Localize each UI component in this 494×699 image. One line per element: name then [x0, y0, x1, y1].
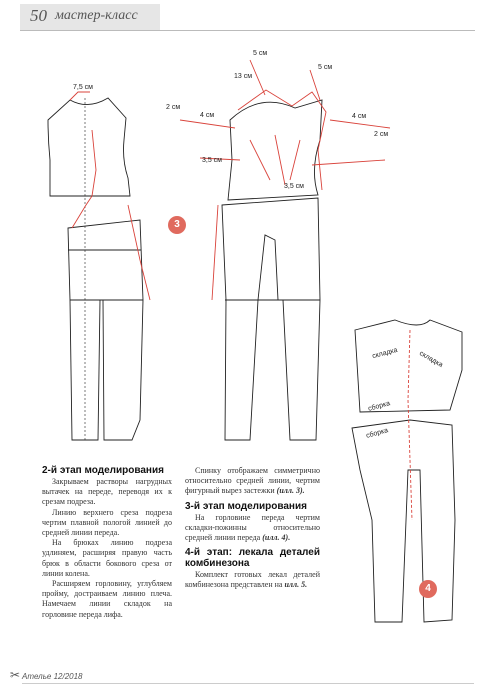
page-number: 50 [30, 6, 47, 25]
footer-rule [22, 683, 474, 684]
paragraph: Расширяем горловину, углубляем пройму, достраиваем линию плеча. Намечаем линии складок на горловине переда лифа. [42, 579, 172, 619]
fig2-red-bodice [238, 90, 326, 190]
heading-stage-4: 4-й этап: лекала деталей комбинезона [185, 547, 320, 570]
text-column-2 [185, 466, 320, 591]
paragraph [185, 513, 320, 544]
measurement-label: 4 см [200, 112, 215, 119]
fold-label: складка [417, 350, 444, 369]
fig1-bodice [48, 98, 130, 196]
illustration-badge: 3 [168, 216, 186, 234]
fig1-red-side [128, 205, 150, 300]
fig1-red-neckline [70, 92, 90, 100]
figure-3 [352, 320, 462, 622]
paragraph-text: Комплект готовых лекал деталей комбинезона представлен на [185, 570, 320, 590]
paragraph [185, 570, 320, 590]
paragraph [185, 466, 320, 497]
illustration-badge: 4 [419, 580, 437, 598]
scissors-icon: ✂ [10, 668, 21, 682]
measurement-label: 4 см [352, 113, 367, 120]
measurement-label: 3,5 см [202, 157, 222, 164]
figure-3-red [408, 330, 412, 520]
paragraph: Закрываем растворы нагрудных вытачек на переде, переводя их к срезам подреза. [42, 477, 172, 507]
gather-label: сборка [367, 400, 391, 413]
measurement-label: 5 см [253, 50, 268, 57]
measurement-label: 3,5 см [284, 183, 304, 190]
footer-text: Ателье 12/2018 [22, 672, 83, 681]
paragraph: Линию верхнего среза подреза чертим плавной пологой линией до средней линии переда. [42, 507, 172, 538]
fig1-red-dart [92, 130, 96, 196]
section-title: мастер-класс [55, 8, 138, 23]
measurement-label: 5 см [318, 64, 333, 71]
paragraph-text: Спинку отображаем симметрично относительно средней линии, чертим фигурный вырез застежки [185, 466, 320, 496]
fig2-bodice [228, 100, 322, 200]
paragraph: На брюках линию подреза удлиняем, расширяя правую часть брюк в области бокового среза от линии колена. [42, 538, 172, 578]
heading-stage-3: 3-й этап моделирования [185, 500, 307, 512]
fold-label: складка [371, 346, 399, 361]
measurement-label: 7,5 см [73, 84, 93, 91]
heading-stage-2: 2-й этап моделирования [42, 465, 164, 476]
measurement-label: 2 см [374, 131, 389, 138]
fig2-trousers [222, 198, 320, 440]
figure-1 [48, 98, 143, 440]
illustration-ref: (илл. 3). [276, 486, 305, 496]
fig2-red-side [212, 205, 218, 300]
fig1-red-waist [72, 196, 92, 228]
measurement-label: 2 см [166, 104, 181, 111]
fig2-red-lines [250, 135, 300, 185]
fig3-red-dashed [408, 330, 412, 520]
text-column-1 [42, 465, 172, 620]
figure-2-red [180, 60, 390, 300]
illustration-ref: илл. 5. [284, 580, 308, 590]
paragraph-text: На горловине переда чертим складки-пожинны относительно средней линии переда [185, 512, 320, 543]
fig1-trousers [68, 220, 143, 440]
fig3-bodice [355, 320, 462, 412]
measurement-label: 13 см [234, 73, 253, 80]
illustration-ref: (илл. 4). [262, 533, 291, 543]
fig3-trousers [352, 420, 455, 622]
figure-2 [222, 100, 322, 440]
gather-label: сборка [365, 427, 389, 440]
